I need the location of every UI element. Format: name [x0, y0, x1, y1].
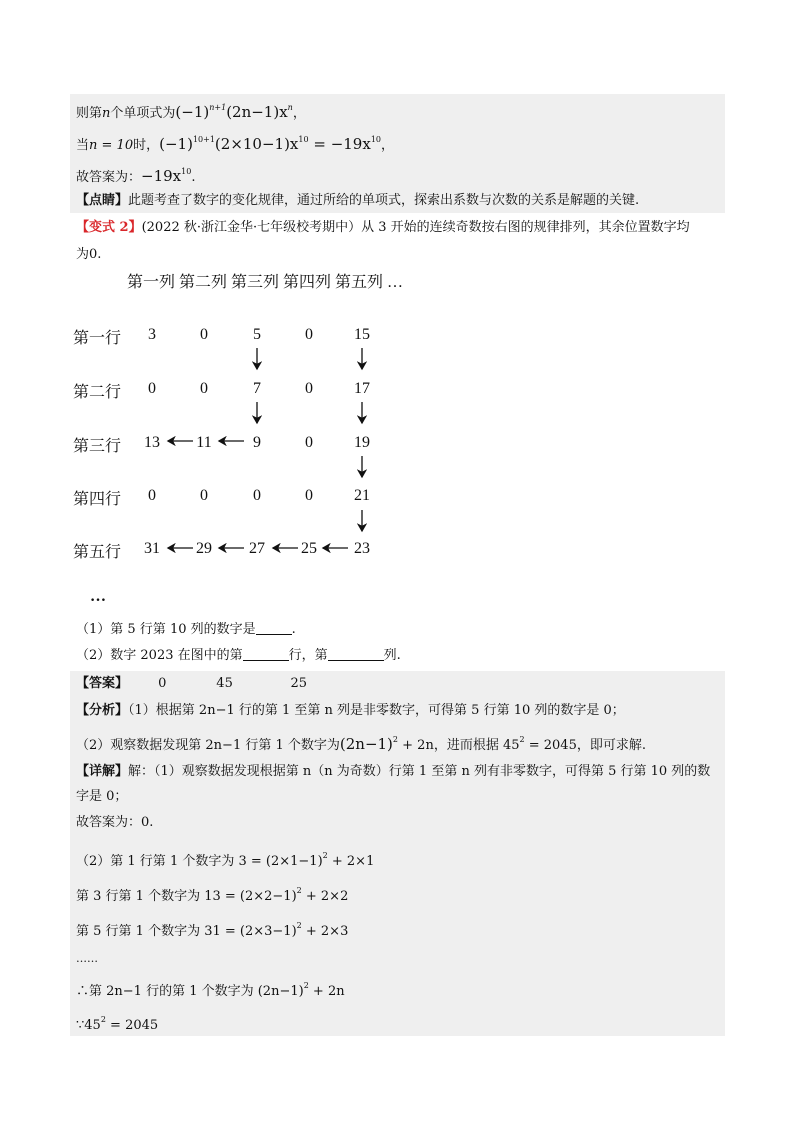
grid-cell: 31 [144, 540, 160, 557]
grid-cell: 0 [148, 487, 156, 504]
detail-line-4: 第 3 行第 1 个数字为 $13 = (2\times 2-1)^2 + 2\times 2$ [76, 886, 349, 904]
detail-line-3: （2）第 1 行第 1 个数字为 $3 = (2\times 1-1)^2 + 2\times 1$ [76, 851, 375, 869]
detail-line-7: ∴第 2n−1 行的第 1 个数字为 $(2n-1)^2 + 2n$ [76, 981, 345, 999]
solution-line-2: 当n = 10时，$(-1)^{10+1}(2\times 10-1)x^{10} = -19x^{10}$， [76, 135, 395, 153]
grid-cell: 0 [148, 380, 156, 397]
problem-line-1: 【变式 2】(2022 秋·浙江金华·七年级校考期中）从 3 开始的连续奇数按右图的规律排列，其余位置数字均 [76, 220, 690, 235]
detail-line-2: 故答案为：0. [76, 815, 154, 830]
grid-cell: 17 [354, 380, 370, 397]
grid-cell: 0 [253, 487, 261, 504]
detail-line-5: 第 5 行第 1 个数字为 $31 = (2\times 3-1)^2 + 2\times 3$ [76, 921, 349, 939]
row-label: 第三行 [73, 436, 122, 455]
solution-line-3: 故答案为：$-19x^{10}$. [76, 167, 196, 185]
problem-line-2: 为0. [76, 247, 102, 262]
analysis-line-2: （2）观察数据发现第 2n−1 行第 1 个数字为$(2n-1)^2 + 2n$，进而根据 $45^2 = 2045$，即可求解. [76, 735, 646, 753]
detail-line-1b: 字是 0； [76, 789, 128, 804]
diagram-ellipsis: … [90, 588, 106, 605]
row-label: 第一行 [73, 328, 122, 347]
question-2: （2）数字 2023 在图中的第 行，第 列. [76, 648, 401, 663]
grid-cell: 25 [301, 540, 317, 557]
grid-cell: 11 [196, 434, 212, 451]
question-1: （1）第 5 行第 10 列的数字是 . [76, 622, 296, 637]
grid-cell: 0 [200, 487, 208, 504]
grid-cell: 0 [305, 487, 313, 504]
row-label: 第五行 [73, 542, 122, 561]
grid-cell: 0 [200, 326, 208, 343]
grid-cell: 7 [253, 380, 261, 397]
solution-line-4: 【点睛】此题考查了数字的变化规律，通过所给的单项式，探索出系数与次数的关系是解题的关键. [76, 193, 640, 208]
detail-line-6: …… [76, 952, 98, 965]
grid-cell: 0 [305, 326, 313, 343]
detail-line-8: $\because 45^2 = 2045$ [76, 1015, 159, 1033]
grid-cell: 19 [354, 434, 370, 451]
analysis-line-1: 【分析】（1）根据第 2n−1 行的第 1 至第 n 列是非零数字，可得第 5 行第 10 列的数字是 0； [76, 703, 625, 718]
answer-blank-2[interactable] [243, 648, 289, 661]
grid-cell: 3 [148, 326, 156, 343]
answer-line: 【答案】 0 45 25 [76, 676, 307, 691]
grid-cell: 21 [354, 487, 370, 504]
row-label: 第二行 [73, 382, 122, 401]
grid-cell: 5 [253, 326, 261, 343]
solution-line-1: 则第n个单项式为$(-1)^{n+1}(2n-1)x^n$， [76, 103, 306, 121]
detail-line-1: 【详解】解：（1）观察数据发现根据第 n（n 为奇数）行第 1 至第 n 列有非零数字，可得第 5 行第 10 列的数 [76, 764, 711, 779]
grid-cell: 0 [305, 380, 313, 397]
grid-cell: 0 [200, 380, 208, 397]
grid-cell: 29 [196, 540, 212, 557]
grid-cell: 23 [354, 540, 370, 557]
answer-blank-1[interactable] [256, 622, 292, 635]
grid-cell: 27 [249, 540, 265, 557]
grid-cell: 0 [305, 434, 313, 451]
column-header: 第一列 第二列 第三列 第四列 第五列 … [127, 274, 404, 291]
row-label: 第四行 [73, 489, 122, 508]
grid-cell: 9 [253, 434, 261, 451]
grid-cell: 13 [144, 434, 160, 451]
grid-cell: 15 [354, 326, 370, 343]
answer-blank-3[interactable] [328, 648, 384, 661]
